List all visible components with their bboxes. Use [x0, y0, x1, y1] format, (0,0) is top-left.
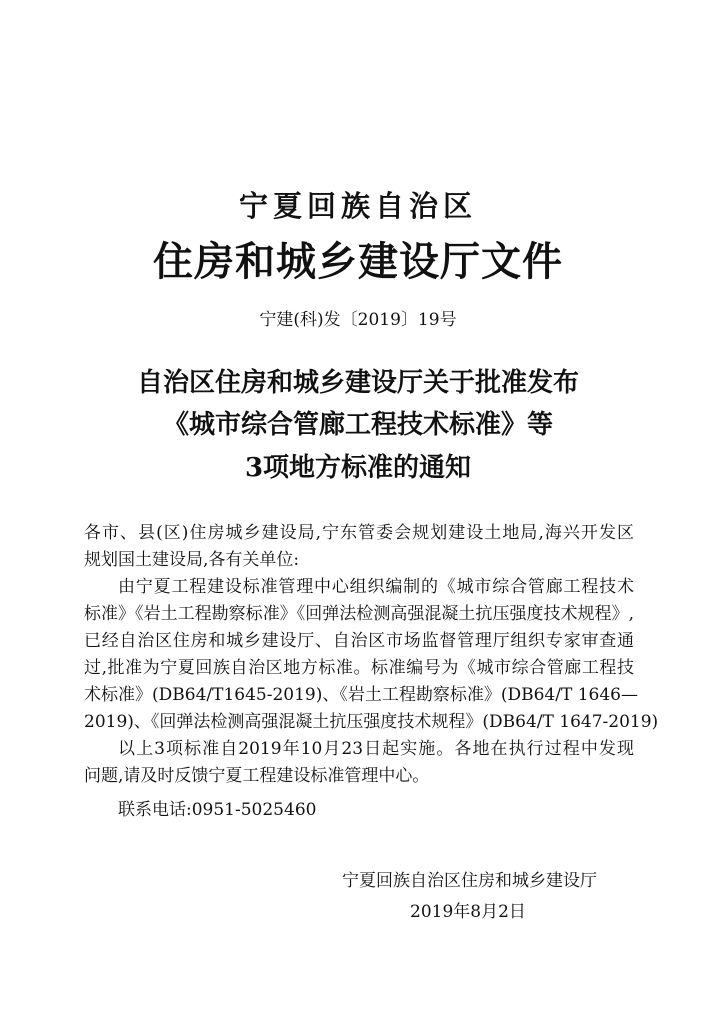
body-line: 2019)、《回弹法检测高强混凝土抗压强度技术规程》(DB64/T 1647-2019)	[84, 712, 659, 732]
body-line: 已经自治区住房和城乡建设厅、自治区市场监督管理厅组织专家审查通	[84, 631, 634, 651]
title-line-2: 《城市综合管廊工程技术标准》等	[162, 410, 553, 440]
title-line-1: 自治区住房和城乡建设厅关于批准发布	[136, 368, 579, 398]
body-line: 问题,请及时反馈宁夏工程建设标准管理中心。	[84, 766, 430, 786]
body-line: 术标准》(DB64/T1645-2019)、《岩土工程勘察标准》(DB64/T 1646—	[84, 685, 638, 705]
signature-date: 2019年8月2日	[410, 902, 526, 922]
body-line: 过,批准为宁夏回族自治区地方标准。标准编号为《城市综合管廊工程技	[84, 658, 634, 678]
signature-organization: 宁夏回族自治区住房和城乡建设厅	[342, 871, 597, 891]
issuer-line-2: 住房和城乡建设厅文件	[153, 239, 563, 285]
issuer-line-1: 宁夏回族自治区	[238, 189, 477, 223]
contact-phone: 联系电话:0951-5025460	[118, 800, 317, 820]
document-number: 宁建(科)发〔2019〕19号	[259, 310, 457, 330]
body-line: 由宁夏工程建设标准管理中心组织编制的《城市综合管廊工程技术	[118, 577, 634, 597]
body-line: 各市、县(区)住房城乡建设局,宁东管委会规划建设土地局,海兴开发区	[84, 523, 634, 543]
body-line: 规划国土建设局,各有关单位:	[84, 550, 300, 570]
title-line-3: 3项地方标准的通知	[244, 453, 472, 483]
body-line: 标准》《岩土工程勘察标准》《回弹法检测高强混凝土抗压强度技术规程》,	[84, 604, 634, 624]
body-line: 以上3项标准自2019年10月23日起实施。各地在执行过程中发现	[118, 739, 634, 759]
